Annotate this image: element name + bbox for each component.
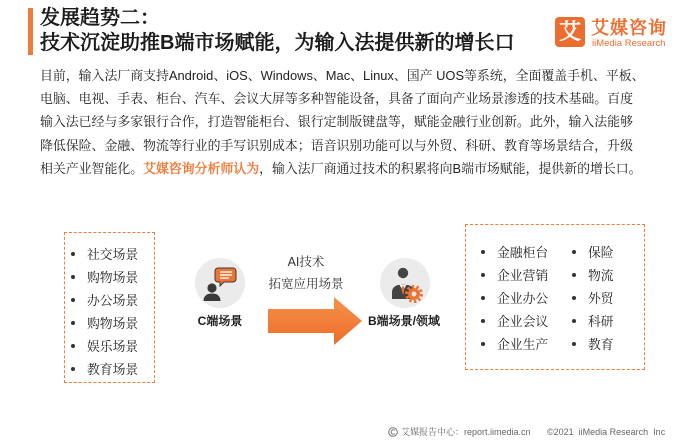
bullet-dot: [71, 252, 75, 256]
logo-name: 艾媒咨询: [591, 18, 667, 38]
c-scene-label: C端场景: [197, 314, 243, 328]
intro-paragraph: [40, 64, 645, 180]
intro-text: ，输入法厂商通过技术的积累将向B端市场赋能，提供新的增长口。: [259, 160, 642, 176]
b-scenes-list-col-1: [481, 241, 548, 356]
bullet-dot: [71, 321, 75, 325]
bullet-dot: [481, 319, 485, 323]
list-item: [572, 310, 614, 333]
bullet-dot: [481, 296, 485, 300]
list-item-label: 社交场景: [87, 246, 139, 262]
list-item: [481, 333, 548, 356]
list-item: [572, 241, 614, 264]
bullet-dot: [572, 319, 576, 323]
list-item-label: 办公场景: [87, 292, 139, 308]
list-item: [71, 289, 138, 312]
report-center-icon: [388, 427, 398, 437]
list-item-label: 教育场景: [87, 361, 139, 377]
list-item: [71, 335, 138, 358]
arrow-caption-line-1: AI技术: [287, 255, 325, 269]
bullet-dot: [572, 296, 576, 300]
right-arrow-icon: [266, 295, 364, 347]
list-item: [71, 358, 138, 381]
list-item: [481, 310, 548, 333]
list-item: [572, 287, 614, 310]
list-item-label: 企业会议: [497, 313, 549, 329]
logo-mark-icon: 艾: [555, 17, 585, 47]
page-title-line-2: 技术沉淀助推B端市场赋能，为输入法提供新的增长口: [40, 32, 515, 54]
list-item-label: 购物场景: [87, 269, 139, 285]
list-item-label: 教育: [588, 336, 614, 352]
businessman-gear-icon: [380, 258, 430, 308]
list-item: [71, 312, 138, 335]
list-item-label: 娱乐场景: [87, 338, 139, 354]
footer-copyright: ©2021 iiMedia Research Inc: [547, 427, 666, 437]
bullet-dot: [481, 342, 485, 346]
bullet-dot: [572, 273, 576, 277]
bullet-dot: [572, 342, 576, 346]
list-item: [572, 264, 614, 287]
title-accent-bar: [28, 8, 33, 55]
intro-line: 降低保险、金融、物流等行业的手写识别成本；语音识别功能可以与外贸、科研、教育等场景结合，升级: [40, 137, 633, 153]
list-item-label: 企业生产: [497, 336, 549, 352]
list-item-label: 保险: [588, 244, 614, 260]
intro-line: 目前，输入法厂商支持Android、iOS、Windows、Mac、Linux、国产 UOS等系统，全面覆盖手机、平板、: [40, 68, 645, 83]
bullet-dot: [71, 367, 75, 371]
list-item: [71, 266, 138, 289]
analyst-highlight: 艾媒咨询分析师认为: [143, 160, 260, 176]
list-item-label: 外贸: [588, 290, 614, 306]
intro-text: 相关产业智能化。: [40, 160, 144, 176]
bullet-dot: [481, 250, 485, 254]
list-item: [71, 243, 138, 266]
bullet-dot: [71, 298, 75, 302]
footer-report-center: 艾媒报告中心：report.iimedia.cn: [401, 427, 531, 437]
list-item: [481, 287, 548, 310]
b-scene-label: B端场景/领域: [367, 314, 440, 328]
page-title-line-1: 发展趋势二：: [40, 7, 160, 29]
user-speech-bubble-icon: [195, 258, 245, 308]
bullet-dot: [572, 250, 576, 254]
c-scenes-list: [71, 243, 138, 381]
list-item-label: 企业营销: [497, 267, 549, 283]
list-item-label: 购物场景: [87, 315, 139, 331]
bullet-dot: [71, 344, 75, 348]
list-item: [481, 241, 548, 264]
arrow-caption-line-2: 拓宽应用场景: [268, 277, 344, 291]
list-item-label: 物流: [588, 267, 614, 283]
list-item-label: 金融柜台: [497, 244, 549, 260]
list-item: [481, 264, 548, 287]
bullet-dot: [481, 273, 485, 277]
list-item-label: 科研: [588, 313, 614, 329]
intro-line: 输入法已经与多家银行合作，打造智能柜台、银行定制版键盘等，赋能金融行业创新。此外，输入法能够: [40, 114, 633, 130]
b-scenes-list-col-2: [572, 241, 614, 356]
bullet-dot: [71, 275, 75, 279]
intro-line: [40, 157, 645, 180]
logo-subname: iiMedia Research: [592, 38, 666, 49]
intro-line: 电脑、电视、手表、柜台、汽车、会议大屏等多种智能设备，具备了面向产业场景渗透的技术基础。百度: [40, 91, 633, 107]
list-item-label: 企业办公: [497, 290, 549, 306]
list-item: [572, 333, 614, 356]
